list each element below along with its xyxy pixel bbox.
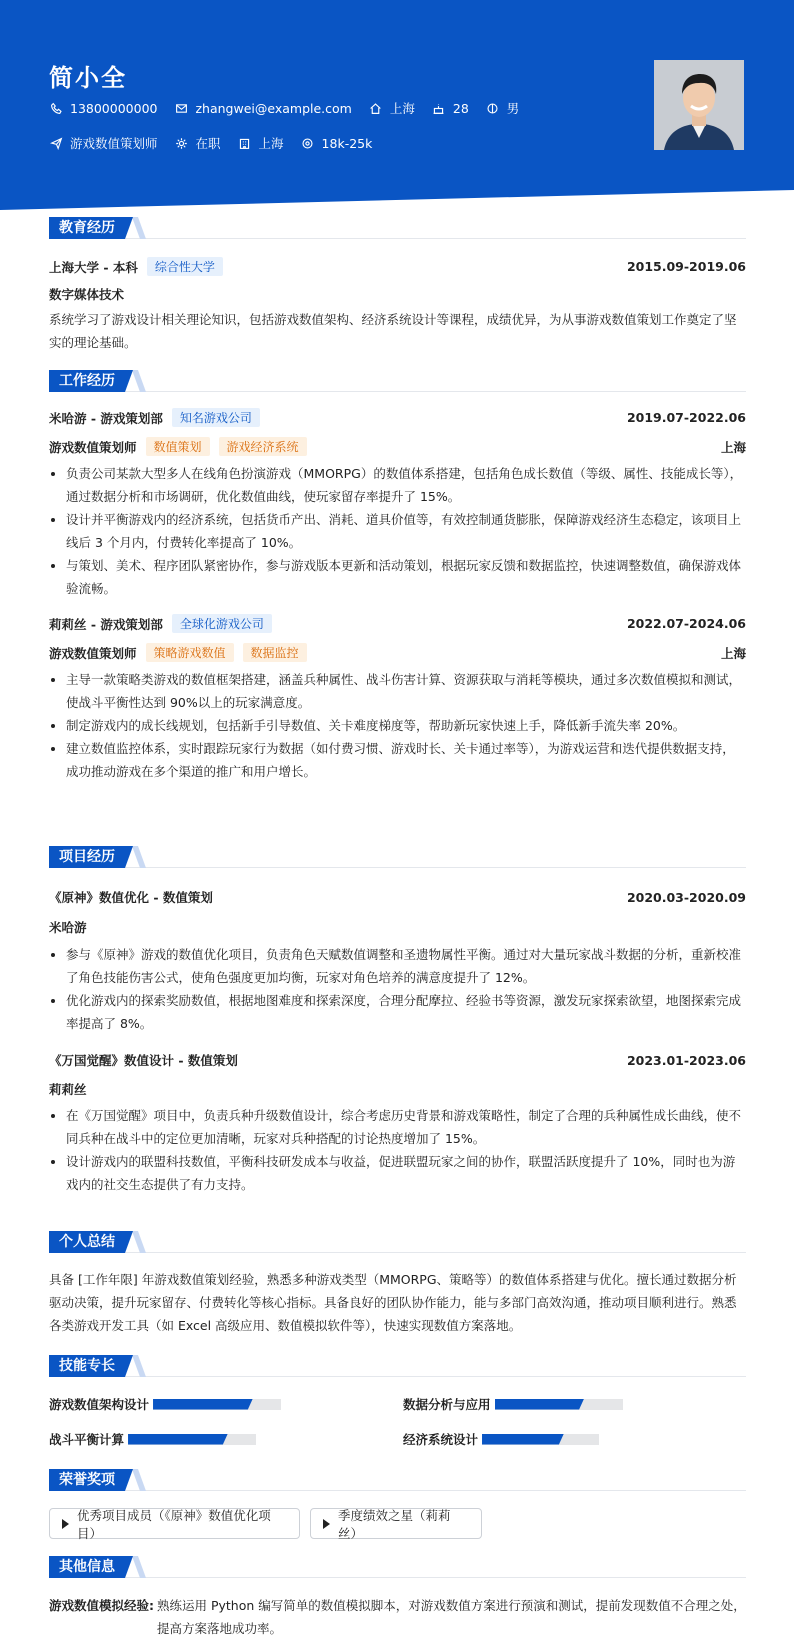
work-bullet: 设计并平衡游戏内的经济系统，包括货币产出、消耗、道具价值等，有效控制通货膨胀，保障游戏经济生态稳定，该项目上线后 3 个月内，付费转化率提高了 10%。	[49, 508, 746, 554]
skill-name: 游戏数值架构设计	[49, 1397, 150, 1412]
award-item	[310, 1508, 482, 1539]
section-projects	[49, 846, 746, 868]
section-title-work: 工作经历	[49, 370, 125, 392]
other-info-row	[49, 1594, 746, 1640]
salary-item	[301, 136, 373, 151]
work-date: 2019.07-2022.06	[626, 410, 746, 425]
work-header	[49, 408, 746, 427]
section-title-other: 其他信息	[49, 1556, 125, 1578]
phone-text: 13800000000	[70, 100, 158, 116]
caret-right-icon	[323, 1519, 330, 1529]
project-company: 米哈游	[49, 920, 87, 935]
cake-icon	[432, 101, 446, 115]
section-title-skills: 技能专长	[49, 1355, 125, 1377]
age-text: 28	[452, 100, 469, 116]
section-title-awards: 荣誉奖项	[49, 1469, 125, 1491]
skill-item	[403, 1395, 623, 1413]
education-header	[49, 257, 746, 276]
skill-bar-fill	[128, 1434, 228, 1445]
project-header	[49, 888, 746, 906]
gender-icon	[486, 101, 500, 115]
work-bullet: 与策划、美术、程序团队紧密协作，参与游戏版本更新和活动策划，根据玩家反馈和数据监控，快速调整数值，确保游戏体验流畅。	[49, 554, 746, 600]
project-company: 莉莉丝	[49, 1082, 87, 1097]
work-role-row	[49, 437, 746, 456]
status-text: 在职	[195, 136, 221, 151]
role-tag: 数值策划	[146, 437, 210, 456]
section-title-projects: 项目经历	[49, 846, 125, 868]
role-tag: 数据监控	[243, 643, 307, 662]
position-item	[49, 134, 158, 152]
skill-bar	[153, 1399, 281, 1410]
gender-text: 男	[506, 101, 520, 116]
status-item	[175, 134, 221, 152]
candidate-name: 简小全	[49, 64, 127, 92]
send-icon	[49, 136, 63, 150]
section-education	[49, 217, 746, 239]
phone-item	[49, 101, 157, 116]
skill-item	[49, 1430, 256, 1448]
work-header	[49, 614, 746, 633]
home-icon	[369, 101, 383, 115]
company-name: 莉莉丝 - 游戏策划部	[49, 616, 163, 632]
coin-icon	[301, 136, 315, 150]
other-value: 熟练运用 Python 编写简单的数值模拟脚本，对游戏数值方案进行预演和测试，提前发现数值不合理之处，提高方案落地成功率。	[157, 1598, 746, 1636]
project-bullet: 在《万国觉醒》项目中，负责兵种升级数值设计，综合考虑历史背景和游戏策略性，制定了合理的兵种属性成长曲线，使不同兵种在战斗中的定位更加清晰，玩家对兵种搭配的讨论热度增加了 15%。	[49, 1104, 746, 1150]
award-text: 季度绩效之星（莉莉丝）	[338, 1507, 451, 1541]
section-work	[49, 370, 746, 392]
work-bullet: 负责公司某款大型多人在线角色扮演游戏（MMORPG）的数值体系搭建，包括角色成长数值（等级、属性、技能成长等），通过数据分析和市场调研，优化数值曲线，使玩家留存率提升了 15%。	[49, 462, 746, 508]
age-item	[432, 101, 469, 116]
skill-bar	[128, 1434, 256, 1445]
skill-name: 战斗平衡计算	[49, 1432, 125, 1447]
project-bullet: 参与《原神》游戏的数值优化项目，负责角色天赋数值调整和圣遗物属性平衡。通过对大量玩家战斗数据的分析，重新校准了角色技能伤害公式，使角色强度更加均衡，玩家对角色培养的满意度提升了 12%。	[49, 943, 746, 989]
section-title-education: 教育经历	[49, 217, 125, 239]
hometown-text: 上海	[389, 101, 415, 116]
work-bullet: 建立数值监控体系，实时跟踪玩家行为数据（如付费习惯、游戏时长、关卡通过率等），为游戏运营和迭代提供数据支持，成功推动游戏在多个渠道的推广和用户增长。	[49, 737, 746, 783]
skill-bar-fill	[482, 1434, 564, 1445]
other-label: 游戏数值模拟经验:	[49, 1598, 154, 1613]
major: 数字媒体技术	[49, 287, 125, 302]
project-title: 《万国觉醒》数值设计 - 数值策划	[49, 1053, 238, 1068]
mail-icon	[174, 101, 188, 115]
project-date: 2023.01-2023.06	[626, 1052, 746, 1068]
award-item	[49, 1508, 300, 1539]
caret-right-icon	[62, 1519, 69, 1529]
school-name: 上海大学 - 本科	[49, 259, 138, 275]
phone-icon	[49, 101, 63, 115]
project-date: 2020.03-2020.09	[626, 889, 746, 905]
education-desc: 系统学习了游戏设计相关理论知识，包括游戏数值架构、经济系统设计等课程，成绩优异，为从事游戏数值策划工作奠定了坚实的理论基础。	[49, 312, 737, 350]
role-tag: 策略游戏数值	[146, 643, 234, 662]
skill-bar-fill	[495, 1399, 585, 1410]
email-text: zhangwei@example.com	[195, 100, 352, 116]
education-date: 2015.09-2019.06	[626, 259, 746, 274]
gender-item	[486, 99, 520, 117]
email-item	[174, 101, 351, 116]
company-tag: 全球化游戏公司	[172, 614, 272, 633]
work-location: 上海	[720, 645, 746, 661]
skill-bar	[495, 1399, 623, 1410]
building-icon	[238, 136, 252, 150]
company-tag: 知名游戏公司	[172, 408, 260, 427]
work-role-row	[49, 643, 746, 662]
work-bullet: 制定游戏内的成长线规划，包括新手引导数值、关卡难度梯度等，帮助新玩家快速上手，降低新手流失率 20%。	[49, 714, 746, 737]
skill-bar-fill	[153, 1399, 253, 1410]
section-awards	[49, 1469, 746, 1491]
avatar	[654, 60, 744, 150]
award-text: 优秀项目成员（《原神》数值优化项目）	[77, 1507, 271, 1541]
section-summary	[49, 1231, 746, 1253]
school-tag: 综合性大学	[147, 257, 223, 276]
project-title: 《原神》数值优化 - 数值策划	[49, 890, 213, 905]
contact-row	[49, 99, 536, 117]
gear-icon	[175, 136, 189, 150]
skill-name: 经济系统设计	[403, 1432, 479, 1447]
work-bullet: 主导一款策略类游戏的数值框架搭建，涵盖兵种属性、战斗伤害计算、资源获取与消耗等模块，通过多次数值模拟和测试，使战斗平衡性达到 90%以上的玩家满意度。	[49, 668, 746, 714]
project-header	[49, 1051, 746, 1069]
skill-item	[403, 1430, 599, 1448]
project-bullet: 优化游戏内的探索奖励数值，根据地图难度和探索深度，合理分配摩拉、经验书等资源，激发玩家探索欲望，地图探索完成率提高了 8%。	[49, 989, 746, 1035]
skill-item	[49, 1395, 281, 1413]
work-date: 2022.07-2024.06	[626, 616, 746, 631]
section-skills	[49, 1355, 746, 1377]
hometown-item	[369, 99, 415, 117]
profile-photo	[654, 60, 744, 150]
work-location: 上海	[720, 439, 746, 455]
section-title-summary: 个人总结	[49, 1231, 125, 1253]
skill-name: 数据分析与应用	[403, 1397, 491, 1412]
position-text: 游戏数值策划师	[70, 136, 158, 151]
role-tag: 游戏经济系统	[219, 437, 307, 456]
role-title: 游戏数值策划师	[49, 439, 137, 455]
job-row	[49, 134, 389, 152]
skill-bar	[482, 1434, 599, 1445]
company-name: 米哈游 - 游戏策划部	[49, 410, 163, 426]
project-bullet: 设计游戏内的联盟科技数值，平衡科技研发成本与收益，促进联盟玩家之间的协作，联盟活跃度提升了 10%，同时也为游戏内的社交生态提供了有力支持。	[49, 1150, 746, 1196]
city-item	[238, 134, 284, 152]
section-other	[49, 1556, 746, 1578]
salary-text: 18k-25k	[321, 135, 373, 151]
role-title: 游戏数值策划师	[49, 645, 137, 661]
summary-text: 具备 [工作年限] 年游戏数值策划经验，熟悉多种游戏类型（MMORPG、策略等）的数值体系搭建与优化。擅长通过数据分析驱动决策，提升玩家留存、付费转化等核心指标。具备良好的团队协作能力，能与多部门高效沟通，推动项目顺利进行。熟悉各类游戏开发工具（如 Excel 高级应用、数值模拟软件等），快速实现数值方案落地。	[49, 1272, 737, 1333]
city-text: 上海	[258, 136, 284, 151]
